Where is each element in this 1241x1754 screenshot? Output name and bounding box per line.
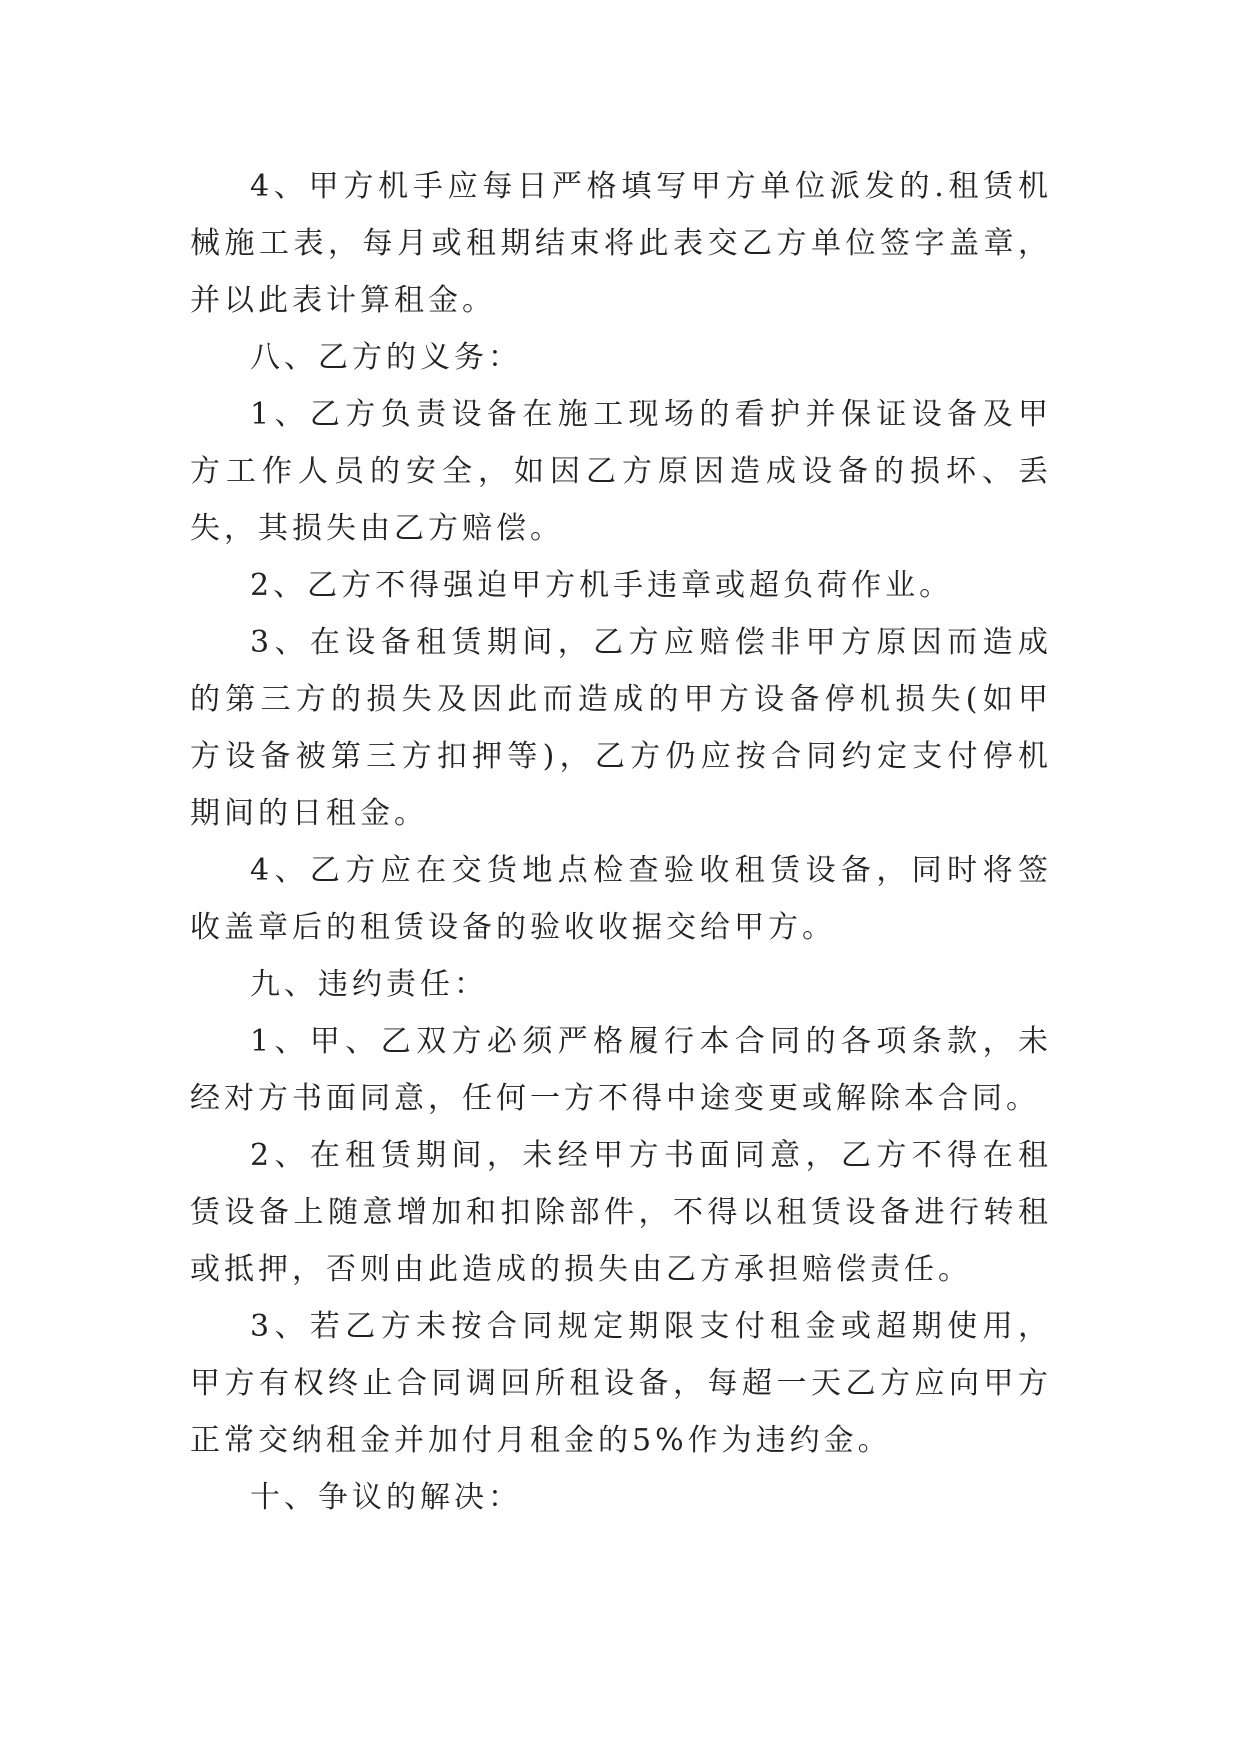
section-heading-8: 八、乙方的义务： <box>250 340 522 375</box>
clause-9-item-3: 3、若乙方未按合同规定期限支付租金或超期使用，甲方有权终止合同调回所租设备，每超一天乙方应向甲方正常交纳租金并加付月租金的5%作为违约金。 <box>190 1309 1052 1458</box>
clause-8-item-4: 4、乙方应在交货地点检查验收租赁设备，同时将签收盖章后的租赁设备的验收收据交给甲方。 <box>190 853 1052 945</box>
document-body <box>190 158 1052 1526</box>
clause-8-item-3: 3、在设备租赁期间，乙方应赔偿非甲方原因而造成的第三方的损失及因此而造成的甲方设备停机损失(如甲方设备被第三方扣押等)，乙方仍应按合同约定支付停机期间的日租金。 <box>190 625 1052 831</box>
clause-8-item-2: 2、乙方不得强迫甲方机手违章或超负荷作业。 <box>250 568 954 603</box>
clause-7-item-4: 4、甲方机手应每日严格填写甲方单位派发的.租赁机械施工表，每月或租期结束将此表交乙方单位签字盖章，并以此表计算租金。 <box>190 169 1052 318</box>
clause-9-item-2: 2、在租赁期间，未经甲方书面同意，乙方不得在租赁设备上随意增加和扣除部件，不得以租赁设备进行转租或抵押，否则由此造成的损失由乙方承担赔偿责任。 <box>190 1138 1052 1287</box>
section-heading-10: 十、争议的解决： <box>250 1480 522 1515</box>
section-heading-9: 九、违约责任： <box>250 967 488 1002</box>
clause-8-item-1: 1、乙方负责设备在施工现场的看护并保证设备及甲方工作人员的安全，如因乙方原因造成设备的损坏、丢失，其损失由乙方赔偿。 <box>190 397 1052 546</box>
clause-9-item-1: 1、甲、乙双方必须严格履行本合同的各项条款，未经对方书面同意，任何一方不得中途变更或解除本合同。 <box>190 1024 1052 1116</box>
